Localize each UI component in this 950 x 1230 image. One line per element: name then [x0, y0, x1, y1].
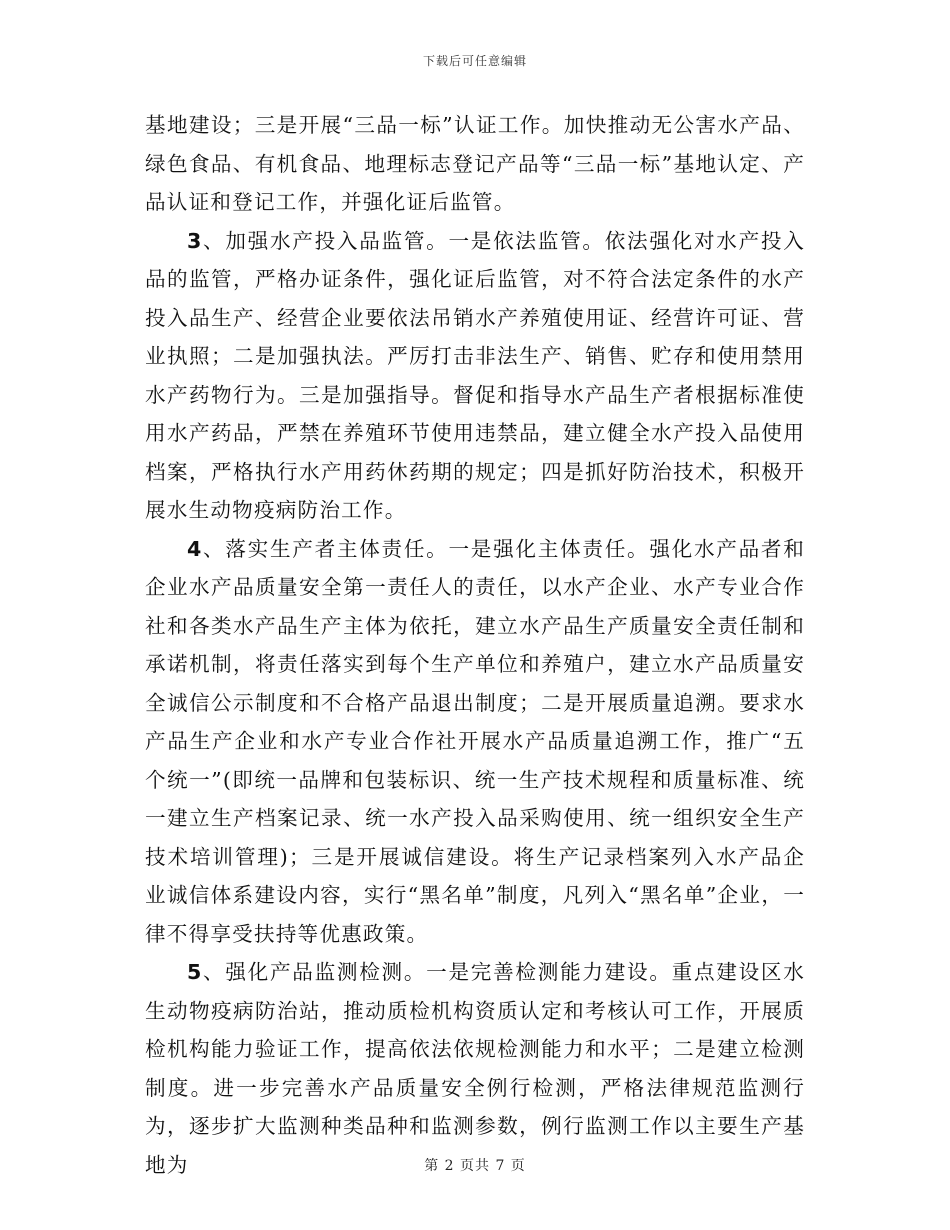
paragraph-number: 4 — [187, 536, 203, 561]
paragraph-text: 基地建设；三是开展“三品一标”认证工作。加快推动无公害水产品、绿色食品、有机食品、地理标志登记产品等“三品一标”基地认定、产品认证和登记工作，并强化证后监管。 — [145, 113, 805, 214]
paragraph-text: 、加强水产投入品监管。一是依法监管。依法强化对水产投入品的监管，严格办证条件，强化证后监管，对不符合法定条件的水产投入品生产、经营企业要依法吊销水产养殖使用证、经营许可证、营业执照；二是加强执法。严厉打击非法生产、销售、贮存和使用禁用水产药物行为。三是加强指导。督促和指导水产品生产者根据标准使用水产药品，严禁在养殖环节使用违禁品，建立健全水产投入品使用档案，严格执行水产用药休药期的规定；四是抓好防治技术，积极开展水生动物疫病防治工作。 — [145, 228, 805, 522]
page-header: 下载后可任意编辑 — [422, 54, 527, 68]
page-footer: 第 2 页共 7 页 — [424, 1158, 526, 1174]
paragraph-continuation — [145, 106, 805, 222]
paragraph-item-3 — [145, 222, 805, 530]
paragraph-item-4 — [145, 530, 805, 954]
paragraph-number: 3 — [187, 228, 203, 253]
paragraph-text: 、强化产品监测检测。一是完善检测能力建设。重点建设区水生动物疫病防治站，推动质检机构资质认定和考核认可工作，开展质检机构能力验证工作，提高依法依规检测能力和水平；二是建立检测制度。进一步完善水产品质量安全例行检测，严格法律规范监测行为，逐步扩大监测种类品种和监测参数，例行监测工作以主要生产基地为 — [145, 960, 805, 1177]
paragraph-text: 、落实生产者主体责任。一是强化主体责任。强化水产品者和企业水产品质量安全第一责任人的责任，以水产企业、水产专业合作社和各类水产品生产主体为依托，建立水产品生产质量安全责任制和承诺机制，将责任落实到每个生产单位和养殖户，建立水产品质量安全诚信公示制度和不合格产品退出制度；二是开展质量追溯。要求水产品生产企业和水产专业合作社开展水产品质量追溯工作，推广“五个统一”(即统一品牌和包装标识、统一生产技术规程和质量标准、统一建立生产档案记录、统一水产投入品采购使用、统一组织安全生产技术培训管理)；三是开展诚信建设。将生产记录档案列入水产品企业诚信体系建设内容，实行“黑名单”制度，凡列入“黑名单”企业，一律不得享受扶持等优惠政策。 — [145, 536, 805, 946]
paragraph-number: 5 — [187, 960, 203, 984]
document-body — [145, 106, 805, 1184]
paragraph-item-5 — [145, 953, 805, 1184]
